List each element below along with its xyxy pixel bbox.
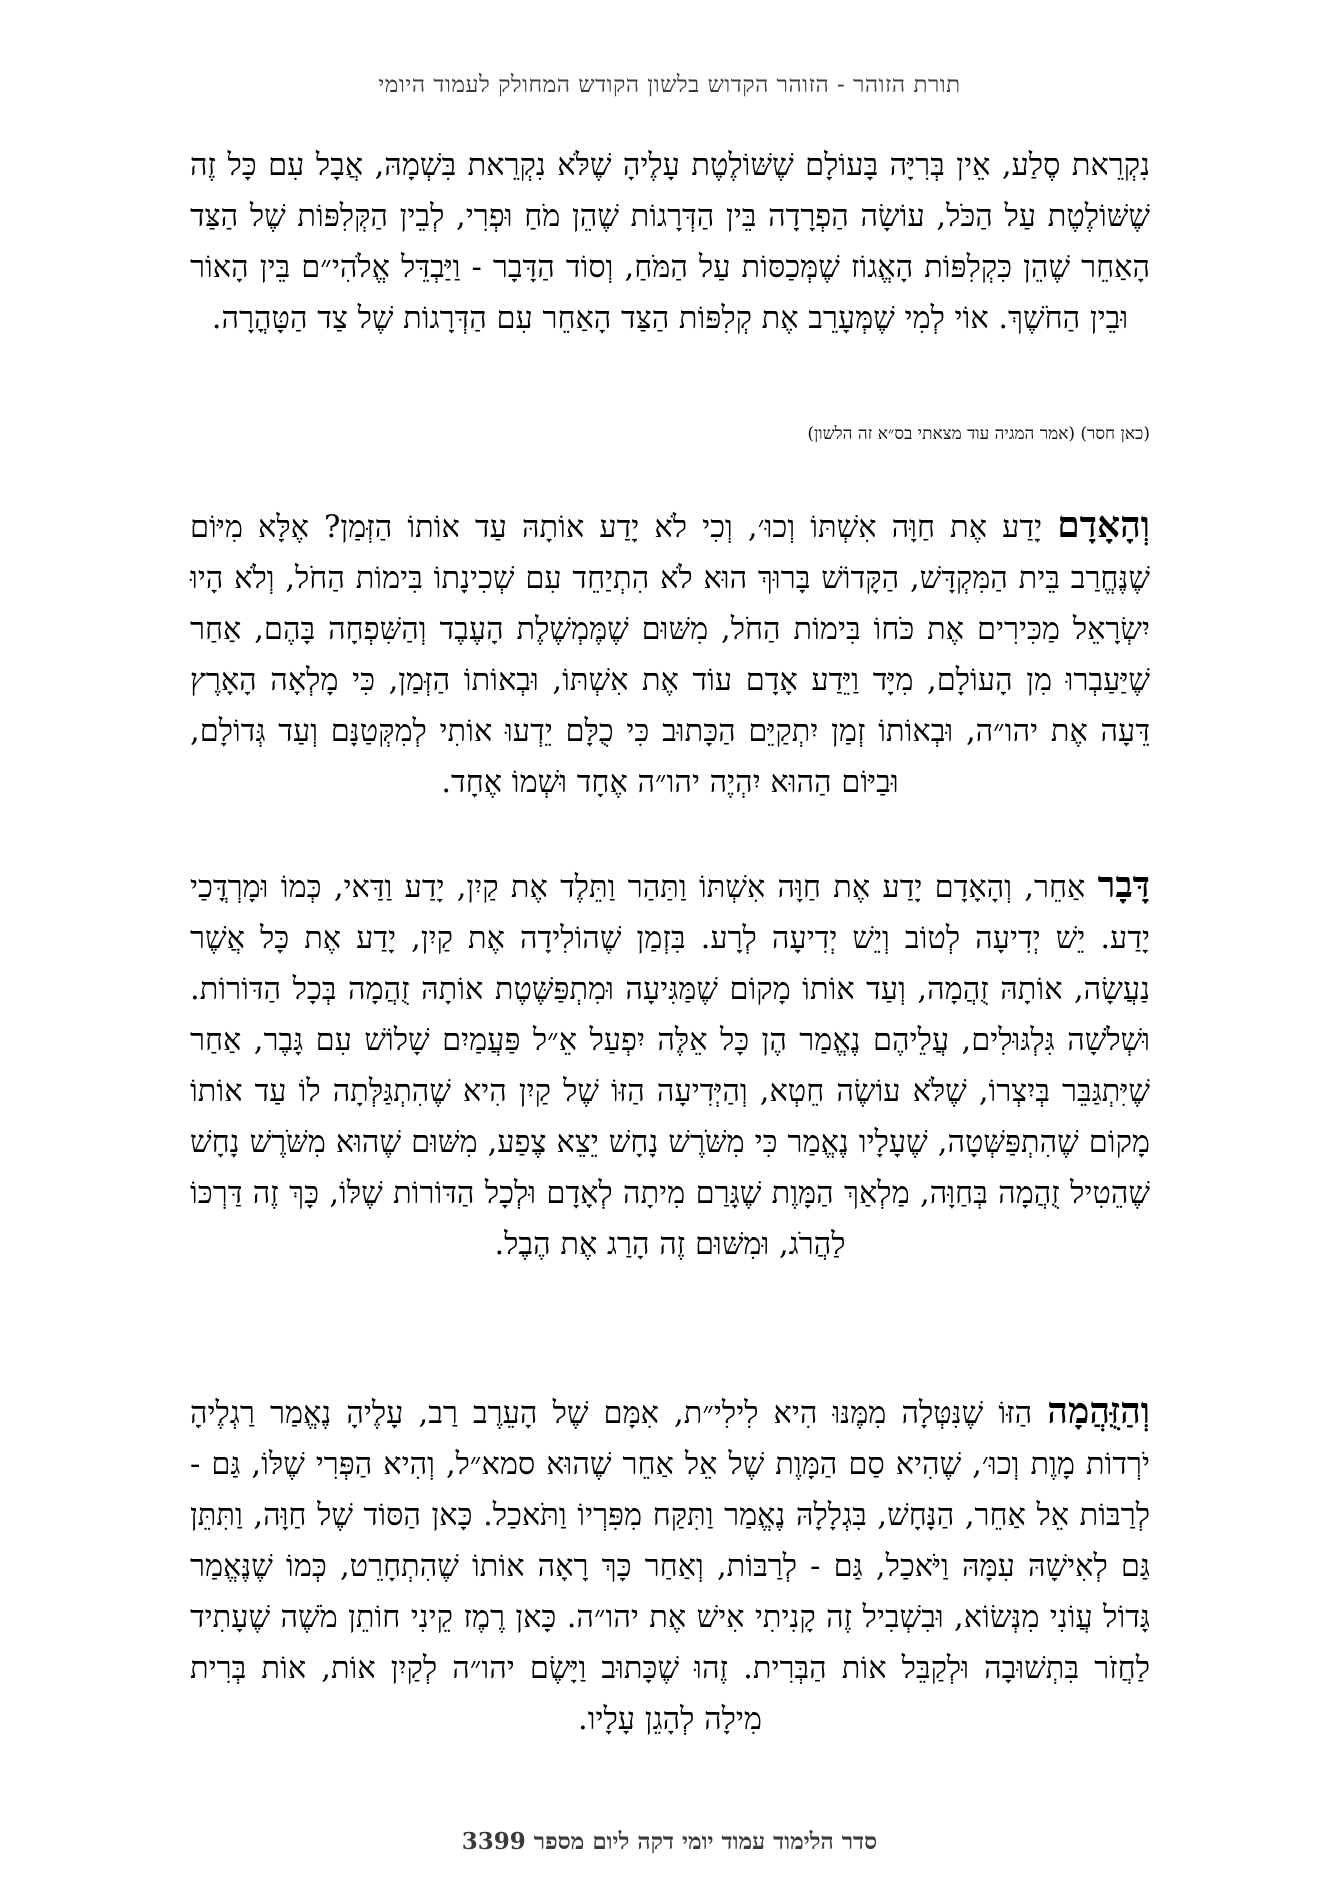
running-footer: סדר הלימוד עמוד יומי דקה ליום מספר 3399 <box>461 1828 878 1855</box>
paragraph-3-opening-word: דָּבָר <box>1097 864 1150 906</box>
editor-note: (כאן חסר) (אמר המגיה עוד מצאתי בס״א זה הלשון) <box>807 424 1150 444</box>
paragraph-3-text: אַחֵר, וְהָאָדָם יָדַע אֶת חַוָּה אִשְׁתּוֹ וַתַּהַר וַתֵּלֶד אֶת קַיִן, יָדַע וַדַּאי, כְּמוֹ וּמָרְדֳּכַי יָדַע. יֵשׁ יְדִיעָה לְטוֹב וְיֵשׁ יְדִיעָה לְרָע. בִּזְמַן שֶׁהוֹלִידָה אֶת קַיִן, יָדַע אֶת כָּל אֲשֶׁר נַעֲשָׂה, אוֹתָהּ זֻהֲמָה, וְעַד אוֹתוֹ מָקוֹם שֶׁמַּגִּיעָה וּמִתְפַּשֶּׁטֶת אוֹתָהּ זֻהֲמָה בְּכָל הַדּוֹרוֹת. וּשְׁלֹשָׁה גִּלְגּוּלִים, עֲלֵיהֶם נֶאֱמַר הֶן כָּל אֵלֶּה יִפְעַל אֵ״ל פַּעֲמַיִם שָׁלוֹשׁ עִם גָּבֶר, אַחַר שֶׁיִּתְגַּבֵּר בְּיִצְרוֹ, שֶׁלֹּא עוֹשֶׂה חֵטְא, וְהַיְּדִיעָה הַזּוֹ שֶׁל קַיִן הִיא שֶׁהִתְגַּלְּתָה לוֹ עַד אוֹתוֹ מָקוֹם שֶׁהִתְפַּשְּׁטָה, שֶׁעָלָיו נֶאֱמַר כִּי מִשֹּׁרֶשׁ נָחָשׁ יֵצֵא צֶפַע, מִשּׁוּם שֶׁהוּא מִשֹּׁרֶשׁ נָחָשׁ שֶׁהֵטִיל זֻהֲמָה בְּחַוָּה, מַלְאַךְ הַמָּוֶת שֶׁגָּרַם מִיתָה לְאָדָם וּלְכָל הַדּוֹרוֹת שֶׁלּוֹ, כָּךְ זֶה דַּרְכּוֹ לַהֲרֹג, וּמִשּׁוּם זֶה הָרַג אֶת הֶבֶל. <box>190 870 1150 1262</box>
paragraph-4-text: הַזּוֹ שֶׁנִּטְּלָה מִמֶּנּוּ הִיא לִילִי״ת, אִמָּם שֶׁל הָעֵרֶב רַב, עָלֶיהָ נֶאֱמַר רַגְלֶיהָ יֹרְדוֹת מָוֶת וְכוּ׳, שֶׁהִיא סַם הַמָּוֶת שֶׁל אֵל אַחֵר שֶׁהוּא סמא״ל, וְהִיא הַפְּרִי שֶׁלּוֹ, גַּם - לְרַבּוֹת אֵל אַחֵר, הַנָּחָשׁ, בִּגְלָלָהּ נֶאֱמַר וַתִּקַּח מִפִּרְיוֹ וַתֹּאכַל. כָּאן הַסּוֹד שֶׁל חַוָּה, וַתִּתֵּן גַּם לְאִישָׁהּ עִמָּהּ וַיֹּאכַל, גַּם - לְרַבּוֹת, וְאַחַר כָּךְ רָאָה אוֹתוֹ שֶׁהִתְחָרֵט, כְּמוֹ שֶׁנֶּאֱמַר גָּדוֹל עֲוֹנִי מִנְּשׂוֹא, וּבִשְׁבִיל זֶה קָנִיתִי אִישׁ אֶת יהו״ה. כָּאן רֶמֶז קֵינִי חוֹתֵן מֹשֶׁה שֶׁעָתִיד לַחֲזֹר בִּתְשׁוּבָה וּלְקַבֵּל אוֹת הַבְּרִית. זֶהוּ שֶׁכָּתוּב וַיָּשֶׂם יהו״ה לְקַיִן אוֹת, אוֹת בְּרִית מִילָה לְהָגֵן עָלָיו. <box>190 1396 1150 1737</box>
paragraph-2-opening-word: וְהָאָדָם <box>1057 504 1150 546</box>
running-header: תורת הזוהר - הזוהר הקדוש בלשון הקודש המחולק לעמוד היומי <box>378 72 961 98</box>
paragraph-1-text: נִקְרֵאת סֶלַע, אֵין בְּרִיָּה בָּעוֹלָם שֶׁשּׁוֹלֶטֶת עָלֶיהָ שֶׁלֹּא נִקְרֵאת בִּשְׁמָהּ, אֲבָל עִם כָּל זֶה שֶׁשּׁוֹלֶטֶת עַל הַכֹּל, עוֹשָׂה הַפְרָדָה בֵּין הַדְּרָגוֹת שֶׁהֵן מֹחַ וּפְרִי, לְבֵין הַקְּלִפּוֹת שֶׁל הַצַּד הָאַחֵר שֶׁהֵן כִּקְלִפּוֹת הָאֱגוֹז שֶׁמְּכַסּוֹת עַל הַמֹּחַ, וְסוֹד הַדָּבָר - וַיַּבְדֵּל אֱלֹהִי״ם בֵּין הָאוֹר וּבֵין הַחֹשֶׁךְ. אוֹי לְמִי שֶׁמְּעָרֵב אֶת קְלִפּוֹת הַצַּד הָאַחֵר עִם הַדְּרָגוֹת שֶׁל צַד הַטָּהֳרָה. <box>190 148 1150 336</box>
paragraph-4 <box>190 1386 1150 1745</box>
paragraph-3 <box>190 860 1150 1270</box>
paragraph-1 <box>190 140 1150 344</box>
paragraph-2-text: יָדַע אֶת חַוָּה אִשְׁתּוֹ וְכוּ׳, וְכִי לֹא יָדַע אוֹתָהּ עַד אוֹתוֹ הַזְּמַן? אֶלָּא מִיּוֹם שֶׁנֶּחֱרַב בֵּית הַמִּקְדָּשׁ, הַקָּדוֹשׁ בָּרוּךְ הוּא לֹא הִתְיַחֵד עִם שְׁכִינָתוֹ בִּימוֹת הַחֹל, וְלֹא הָיוּ יִשְׂרָאֵל מַכִּירִים אֶת כֹּחוֹ בִּימוֹת הַחֹל, מִשּׁוּם שֶׁמֶּמְשֶׁלֶת הָעֶבֶד וְהַשִּׁפְחָה בָּהֶם, אַחַר שֶׁיַּעַבְרוּ מִן הָעוֹלָם, מִיָּד וַיֵּדַע אָדָם עוֹד אֶת אִשְׁתּוֹ, וּבְאוֹתוֹ הַזְּמַן, כִּי מָלְאָה הָאָרֶץ דֵּעָה אֶת יהו״ה, וּבְאוֹתוֹ זְמַן יִתְקַיֵּם הַכָּתוּב כִּי כֻלָּם יֵדְעוּ אוֹתִי לְמִקְּטַנָּם וְעַד גְּדוֹלָם, וּבַיּוֹם הַהוּא יִהְיֶה יהו״ה אֶחָד וּשְׁמוֹ אֶחָד. <box>190 510 1150 800</box>
paragraph-4-opening-word: וְהַזֻּהֲמָה <box>1047 1390 1150 1432</box>
paragraph-2 <box>190 500 1150 808</box>
